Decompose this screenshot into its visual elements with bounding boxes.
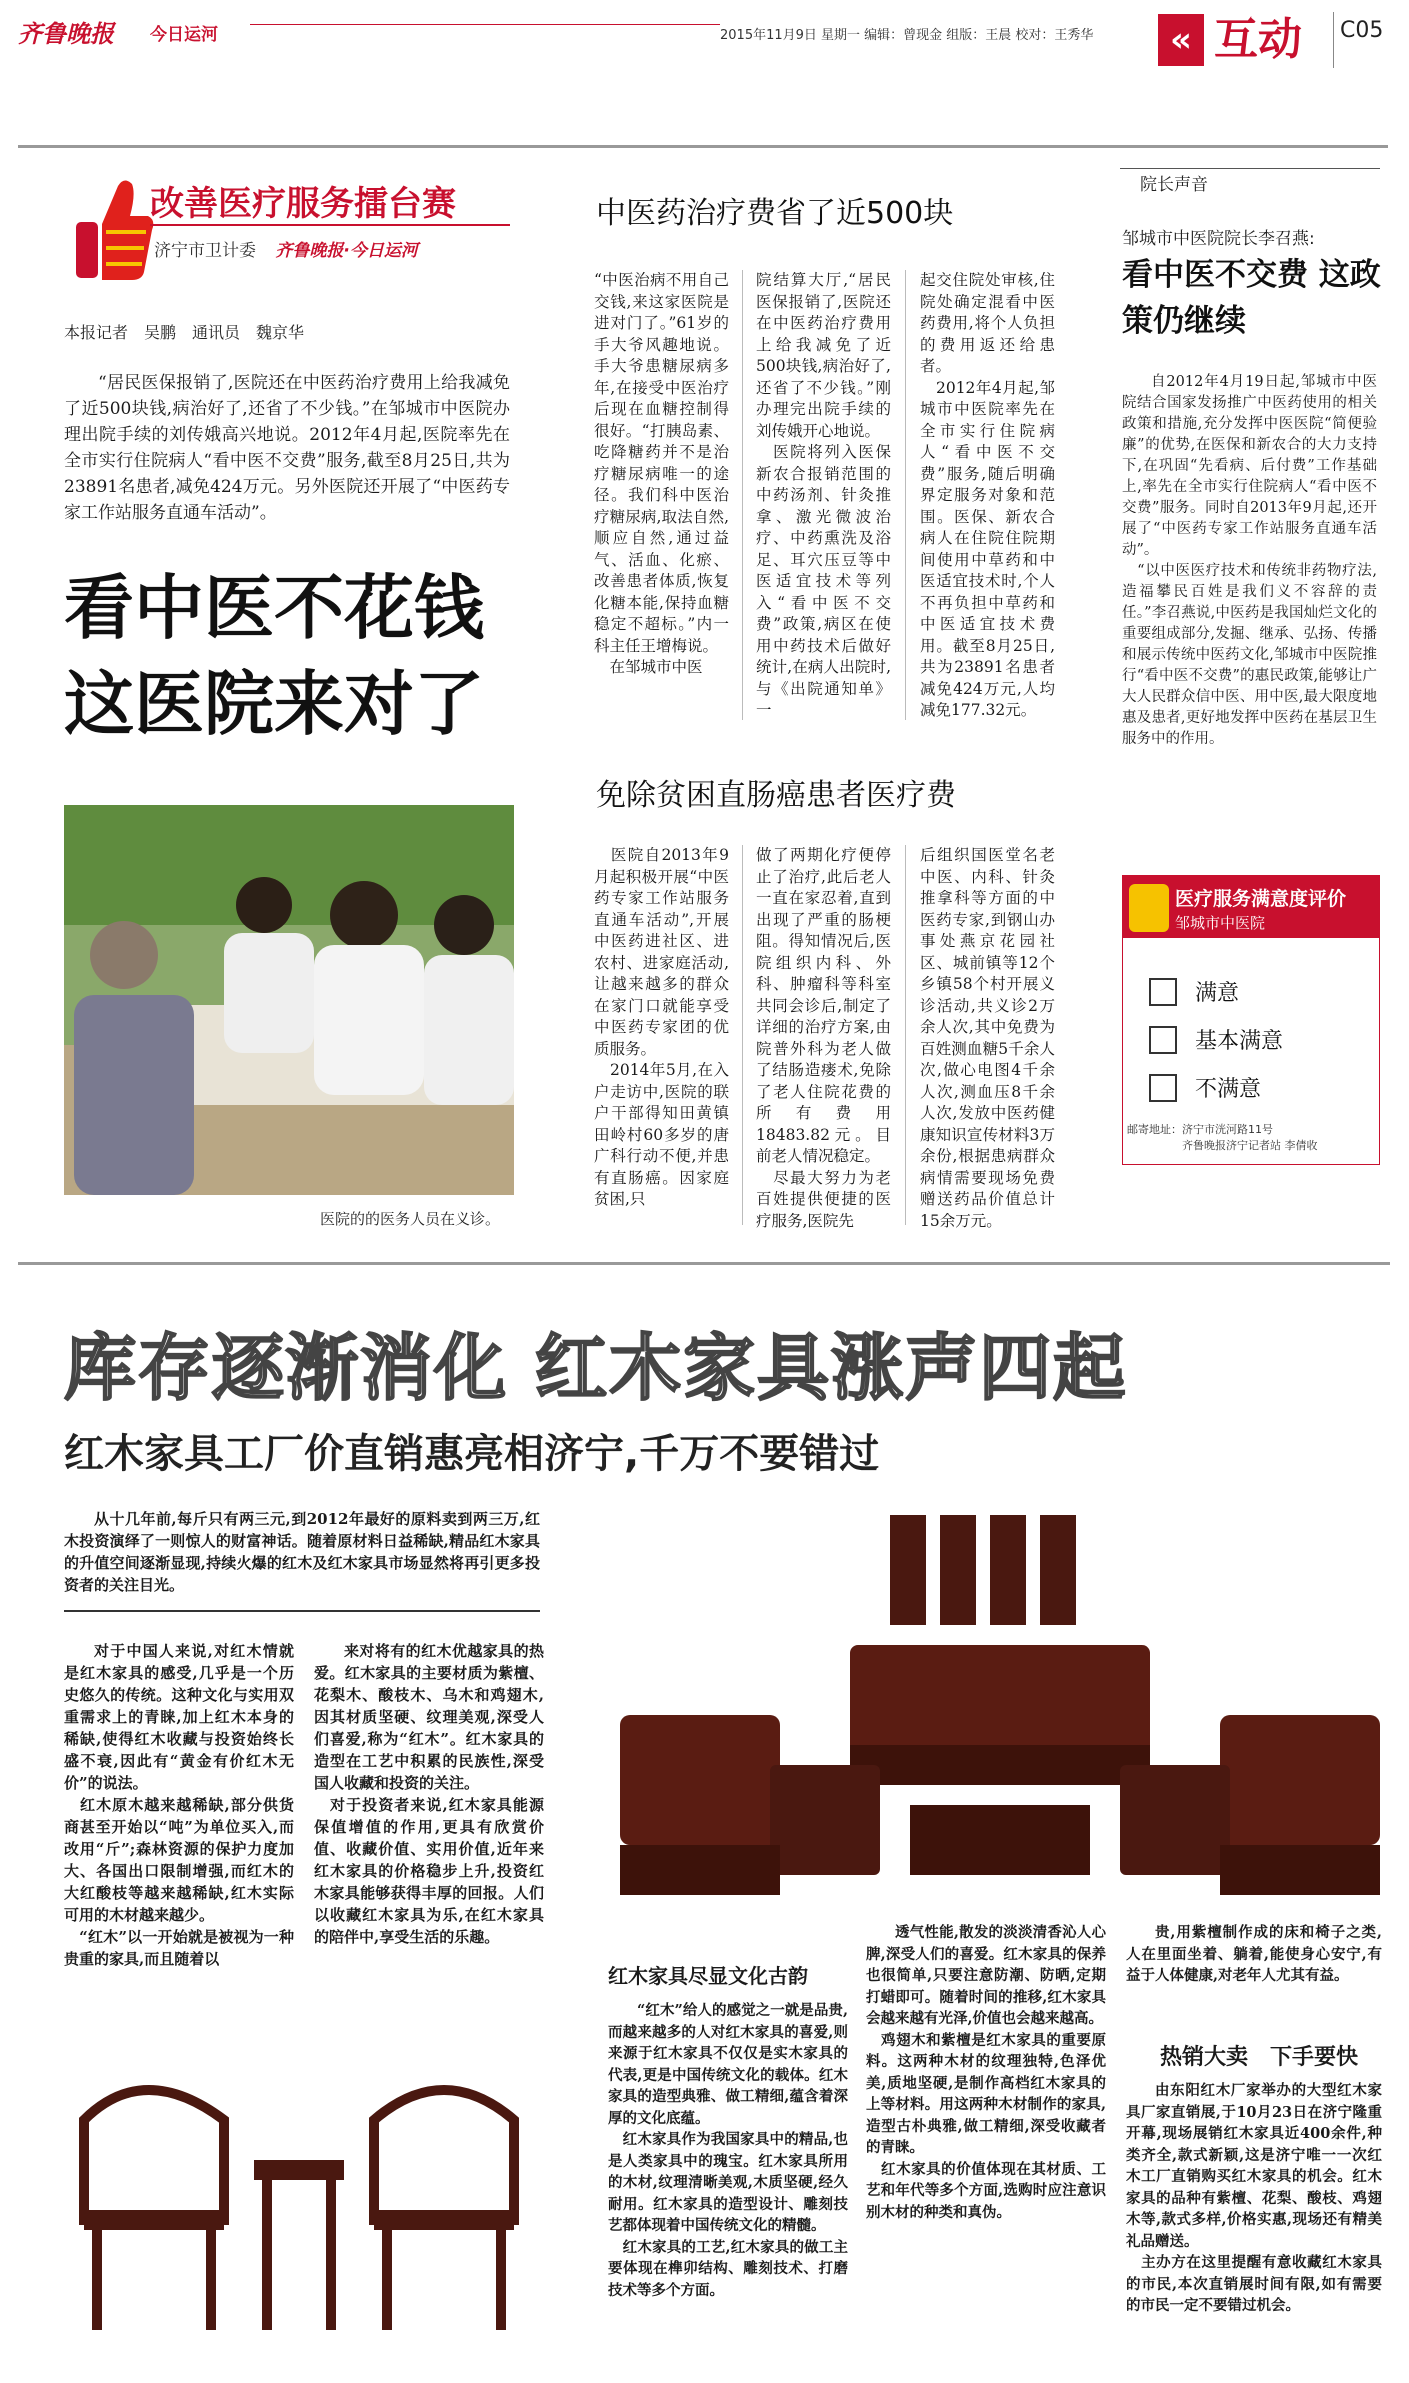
article2-column-3: 后组织国医堂名老中医、内科、针灸推拿科等方面的中医药专家,到钢山办事处燕京花园社区、城前镇等12个乡镇58个村开展义诊活动,共义诊2万余人次,其中免费为百姓测血糖5千余人次,做心电图4千余人次,测血压8千余人次,发放中医药健康知识宣传材料3万余份,根据患病群众病情需要现场免费赠送药品价值总计15余万元。 <box>920 846 1055 1230</box>
sidebar-subtitle: 邹城市中医院院长李召燕: <box>1122 229 1315 249</box>
contest-title: 改善医疗服务擂台赛 <box>150 184 456 224</box>
ad-column-2: 来对将有的红木优越家具的热爱。红木家具的主要材质为紫檀、花梨木、酸枝木、乌木和鸡翅木,因其材质坚硬、纹理美观,深受人们喜爱,称为“红木”。红木家具的造型在工艺中积累的民族性,深受国人收藏和投资的关注。 对于投资者来说,红木家具能源保值增值的作用,更具有欣赏价值、收藏价值、实用价值,近年来红木家具的价格稳步上升,投资红木家具能够获得丰厚的回报。人们以收藏红木家具为乐,在红木家具的陪伴中,享受生活的乐趣。 <box>314 1642 544 1946</box>
header-rule <box>250 24 720 25</box>
byline: 本报记者 吴鹏 通讯员 魏京华 <box>64 323 305 342</box>
article2-column-2: 做了两期化疗便停止了治疗,此后老人一直在家忍着,直到出现了严重的肠梗阻。得知情况后,医院组织内科、外科、肿瘤科等科室共同会诊后,制定了详细的治疗方案,由院普外科为老人做了结肠造瘘术,免除了老人住院花费的所有费用18483.82元。目前老人情况稳定。 尽最大努力为老百姓提供便捷的医疗服务,医院先 <box>756 846 891 1230</box>
ad-rule <box>64 1610 540 1612</box>
ad-column-6: 由东阳红木厂家举办的大型红木家具厂家直销展,于10月23日在济宁隆重开幕,现场展销红木家具近400余件,种类齐全,款式新颖,这是济宁唯一一次红木工厂直销购买红木家具的机会。红木家具的品种有紫檀、花梨、酸枝、鸡翅木等,款式多样,价格实惠,现场还有精美礼品赠送。 主办方在这里提醒有意收藏红木家具的市民,本次直销展时间有限,如有需要的市民一定不要错过机会。 <box>1126 2082 1382 2314</box>
section-title: 互动 <box>1214 14 1302 65</box>
article1-column-3: 起交住院处审核,住院处确定混看中医药费用,将个人负担的费用返还给患者。 2012年4月起,邹城市中医院率先在全市实行住院病人“看中医不交费”服务,随后明确界定服务对象和范围。医保、新农合病人在住院住院期间使用中草药和中医适宜技术时,个人不再负担中草药和中医适宜技术费用。截至8月25日,共为23891名患者减免424万元,人均减免177.32元。 <box>920 271 1055 719</box>
lead-paragraph: “居民医保报销了,医院还在中医药治疗费用上给我减免了近500块钱,病治好了,还省了不少钱。”在邹城市中医院办理出院手续的刘传娥高兴地说。2012年4月起,医院率先在全市实行住院病人“看中医不交费”服务,截至8月25日,共为23891名患者,减免424万元。另外医院还开展了“中医药专家工作站服务直通车活动”。 <box>64 373 510 523</box>
top-rule <box>18 145 1388 148</box>
issue-meta: 2015年11月9日 星期一 编辑：曾现金 组版：王晨 校对：王秀华 <box>720 28 1094 43</box>
column-divider <box>905 845 906 1225</box>
article2-column-1: 医院自2013年9月起积极开展“中医药专家工作站服务直通车活动”,开展中医药进社区、进农村、进家庭活动,让越来越多的群众在家门口就能享受中医药专家团的优质服务。 2014年5月,在入户走访中,医院的联户干部得知田黄镇田岭村60多岁的唐广科行动不便,并患有直肠癌。因家庭贫困,只 <box>594 846 729 1208</box>
article1-title: 中医药治疗费省了近500块 <box>596 196 954 231</box>
ad-column-3: “红木”给人的感觉之一就是品贵,而越来越多的人对红木家具的喜爱,则来源于红木家具不仅仅是实木家具的代表,更是中国传统文化的载体。红木家具的造型典雅、做工精细,蕴含着深厚的文化底蕴。 红木家具作为我国家具中的精品,也是人类家具中的瑰宝。红木家具所用的木材,纹理清晰美观,木质坚硬,经久耐用。红木家具的造型设计、雕刻技艺都体现着中国传统文化的精髓。 红木家具的工艺,红木家具的做工主要体现在榫卯结构、雕刻技术、打磨技术等多个方面。 <box>608 2002 848 2299</box>
main-headline: 看中医不花钱 这医院来对了 <box>64 567 484 745</box>
column-divider <box>742 845 743 1225</box>
ad-column-4: 透气性能,散发的淡淡清香沁人心脾,深受人们的喜爱。红木家具的保养也很简单,只要注意防潮、防晒,定期打蜡即可。随着时间的推移,红木家具会越来越有光泽,价值也会越来越高。 鸡翅木和紫檀是红木家具的重要原料。这两种木材的纹理独特,色泽优美,质地坚硬,是制作高档红木家具的上等材料。用这两种木材制作的家具,造型古朴典雅,做工精细,深受收藏者的青睐。 红木家具的价值体现在其材质、工艺和年代等多个方面,选购时应注意识别木材的种类和真伪。 <box>866 1924 1106 2221</box>
contest-sponsors <box>154 236 418 261</box>
checkbox[interactable] <box>1149 1026 1177 1054</box>
survey-option-label: 满意 <box>1195 981 1240 1006</box>
ad-section-title-2: 热销大卖 下手要快 <box>1160 2045 1359 2070</box>
clinic-photo <box>64 805 514 1195</box>
sidebar-tag: 院长声音 <box>1140 175 1208 195</box>
article2-title: 免除贫困直肠癌患者医疗费 <box>596 778 956 813</box>
survey-option-unsatisfied[interactable] <box>1149 1072 1261 1103</box>
ad-lead: 从十几年前,每斤只有两三元,到2012年最好的原料卖到两三万,红木投资演绎了一则惊人的财富神话。随着原材料日益稀缺,精品红木家具的升值空间逐渐显现,持续火爆的红木及红木家具市场显然将再引更多投资者的关注目光。 <box>64 1510 540 1594</box>
article1-column-2: 院结算大厅,“居民医保报销了,医院还在中医药治疗费用上给我减免了近500块钱,病治好了,还省了不少钱。”刚办理完出院手续的刘传娥开心地说。 医院将列入医保新农合报销范围的中药汤剂、针灸推拿、激光微波治疗、中药熏洗及浴足、耳穴压豆等中医适宜技术等列入“看中医不交费”政策,病区在使用中药技术后做好统计,在病人出院时,与《出院通知单》一 <box>756 271 891 719</box>
checkbox[interactable] <box>1149 978 1177 1006</box>
masthead-logo: 齐鲁晚报 <box>18 19 114 48</box>
survey-option-label: 不满意 <box>1195 1077 1262 1102</box>
page-number: C05 <box>1340 18 1384 43</box>
survey-option-basically-satisfied[interactable] <box>1149 1024 1283 1055</box>
edition-label: 今日运河 <box>150 25 218 45</box>
ad-section-title-1: 红木家具尽显文化古韵 <box>608 1964 808 1988</box>
survey-card <box>1122 875 1380 1165</box>
survey-hospital: 邹城市中医院 <box>1175 914 1266 932</box>
thumbs-up-icon <box>1129 884 1169 932</box>
ad-column-1: 对于中国人来说,对红木情就是红木家具的感受,几乎是一个历史悠久的传统。这种文化与实用双重需求上的青睐,加上红木本身的稀缺,使得红木收藏与投资始终长盛不衰,因此有“黄金有价红木无价”的说法。 红木原木越来越稀缺,部分供货商甚至开始以“吨”为单位买入,而改用“斤”;森林资源的保护力度加大、各国出口限制增强,而红木的大红酸枝等越来越稀缺,红木实际可用的木材越来越少。 “红木”以一开始就是被视为一种贵重的家具,而且随着以 <box>64 1642 294 1968</box>
photo-caption: 医院的的医务人员在义诊。 <box>320 1210 501 1228</box>
column-divider <box>905 270 906 720</box>
sponsor-newspaper: 齐鲁晚报·今日运河 <box>275 241 418 261</box>
survey-option-satisfied[interactable] <box>1149 976 1239 1007</box>
survey-option-label: 基本满意 <box>1195 1029 1284 1054</box>
section-rule <box>18 1262 1390 1265</box>
ad-headline: 库存逐渐消化 红木家具涨声四起 <box>64 1326 1128 1410</box>
sidebar-rule <box>1120 168 1380 169</box>
furniture-set-photo <box>610 1500 1390 1950</box>
survey-title: 医疗服务满意度评价 <box>1175 888 1347 910</box>
ad-column-5: 贵,用紫檀制作成的床和椅子之类,人在里面坐着、躺着,能使身心安宁,有益于人体健康,对老年人尤其有益。 <box>1126 1924 1382 1984</box>
sidebar-text: 自2012年4月19日起,邹城市中医院结合国家发扬推广中医药使用的相关政策和措施,充分发挥中医医院“简便验廉”的优势,在医保和新农合的大力支持下,在巩固“先看病、后付费”工作基础上,率先在全市实行住院病人“看中医不交费”服务。同时自2013年9月起,还开展了“中医药专家工作站服务直通车活动”。 “以中医医疗技术和传统非药物疗法,造福攀民百姓是我们义不容辞的责任。”李召燕说,中医药是我国灿烂文化的重要组成部分,发掘、继承、弘扬、传播和展示传统中医药文化,邹城市中医院推行“看中医不交费”的惠民政策,能够让广大人民群众信中医、用中医,最大限度地惠及患者,更好地发挥中医药在基层卫生服务中的作用。 <box>1122 374 1377 747</box>
article1-column-1: “中医治病不用自己交钱,来这家医院是进对门了。”61岁的手大爷风趣地说。手大爷患糖尿病多年,在接受中医治疗后现在血糖控制得很好。“打胰岛素、吃降糖药并不是治疗糖尿病唯一的途径。我们科中医治疗糖尿病,取法自然,顺应自然,通过益气、活血、化瘀、改善患者体质,恢复化糖本能,保持血糖稳定不超标。”内一科主任王增梅说。 在邹城市中医 <box>594 271 729 676</box>
ad-subheadline: 红木家具工厂价直销惠亮相济宁,千万不要错过 <box>64 1431 880 1477</box>
column-divider <box>742 270 743 720</box>
survey-mailing-address: 邮寄地址：济宁市洸河路11号 齐鲁晚报济宁记者站 李倩收 <box>1127 1123 1318 1152</box>
contest-rule <box>150 224 510 226</box>
thumbs-up-icon <box>72 172 156 292</box>
header-divider <box>1333 12 1334 68</box>
checkbox[interactable] <box>1149 1074 1177 1102</box>
sidebar-headline: 看中医不交费 这政策仍继续 <box>1122 257 1381 339</box>
section-arrow-icon: « <box>1158 14 1204 66</box>
sponsor-health-committee: 济宁市卫计委 <box>154 241 256 261</box>
armchairs-photo <box>64 2060 540 2340</box>
